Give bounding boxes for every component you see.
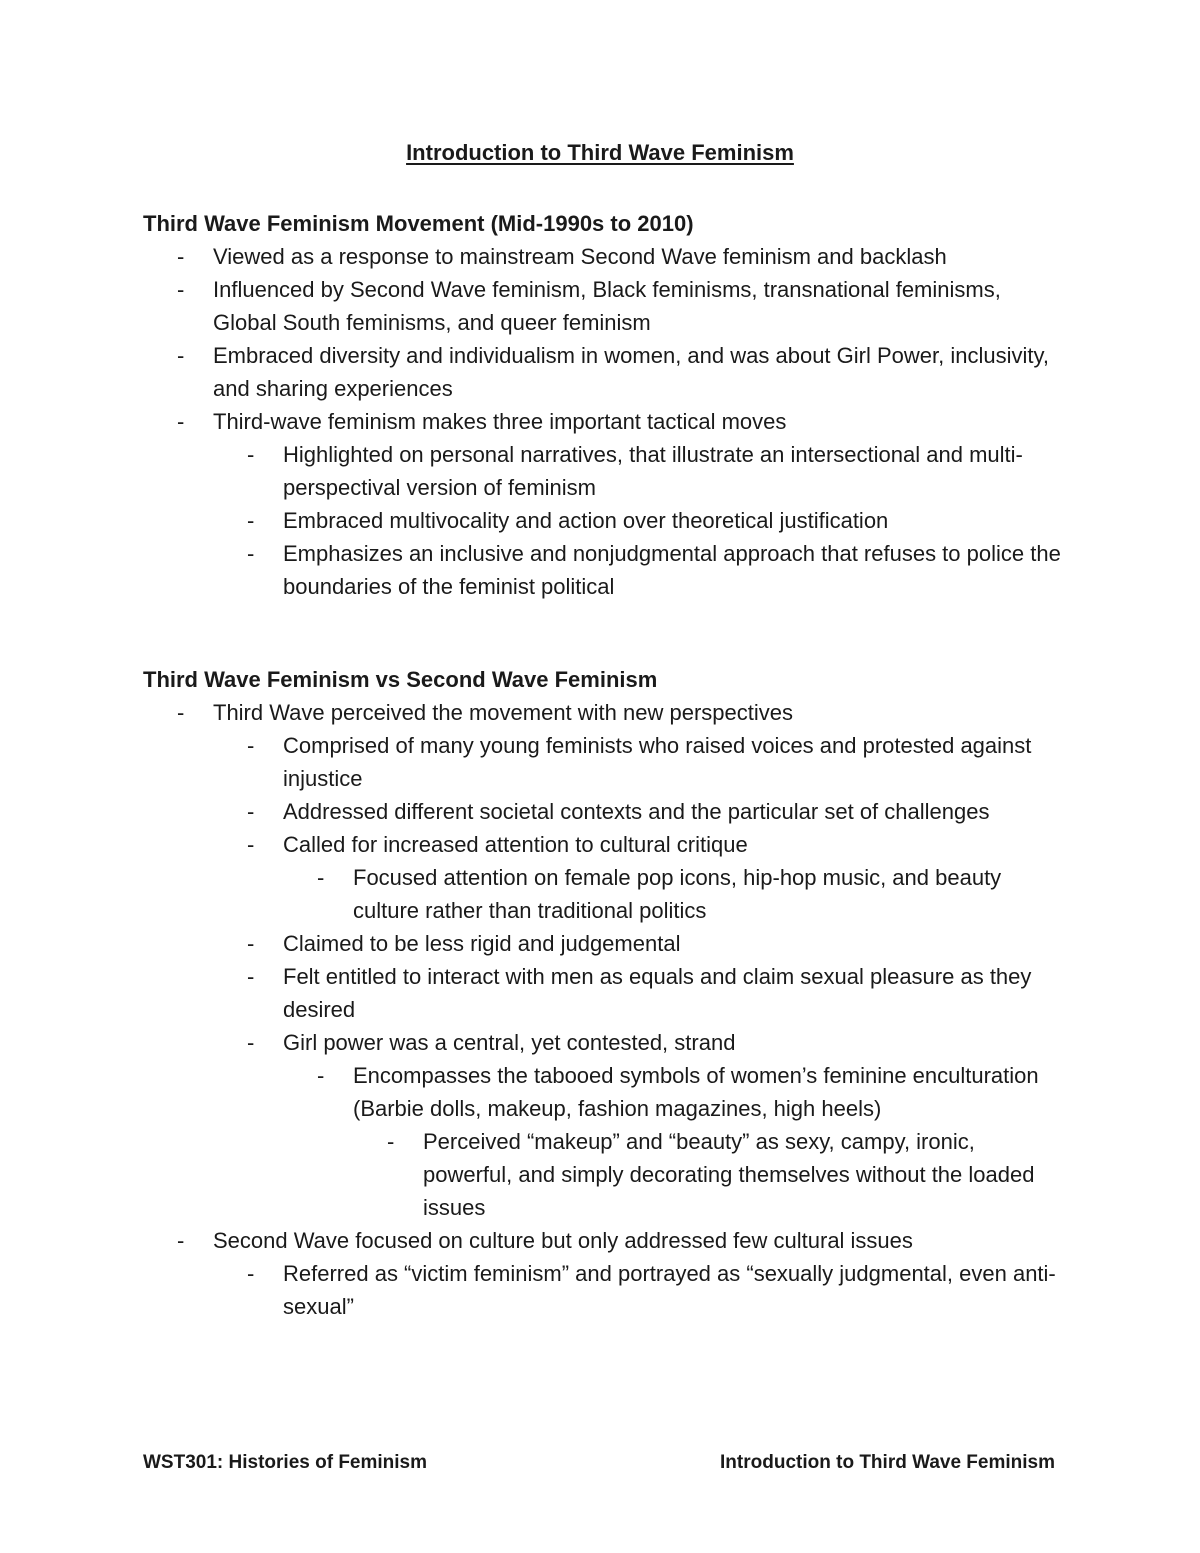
footer-doc-title: Introduction to Third Wave Feminism — [720, 1452, 1055, 1473]
list-item: - Emphasizes an inclusive and nonjudgmental approach that refuses to police the boundaries of the feminist political — [213, 537, 1063, 603]
list-item: - Third-wave feminism makes three important tactical moves - Highlighted on personal narratives, that illustrate an intersectional and multi-perspectival version of feminism - Embraced multivocality and action over theoretical justification - Emphasizes an inclusive and nonjudgmental approach that refuses to police the boundaries of the feminist political — [143, 405, 1063, 603]
list-item: - Referred as “victim feminism” and portrayed as “sexually judgmental, even anti-sexual” — [213, 1257, 1063, 1323]
list-item: - Second Wave focused on culture but only addressed few cultural issues - Referred as “victim feminism” and portrayed as “sexually judgmental, even anti-sexual” — [143, 1224, 1063, 1323]
sub-bullet-list — [213, 438, 1063, 603]
page-title: Introduction to Third Wave Feminism — [406, 140, 794, 165]
list-item: - Embraced diversity and individualism in women, and was about Girl Power, inclusivity, and sharing experiences — [143, 339, 1063, 405]
page-footer — [143, 1452, 1055, 1474]
list-item: - Perceived “makeup” and “beauty” as sexy, campy, ironic, powerful, and simply decorating themselves without the loaded issues — [353, 1125, 1063, 1224]
sub-bullet-list — [353, 1125, 1063, 1224]
section-heading: Third Wave Feminism Movement (Mid-1990s to 2010) — [143, 211, 694, 236]
list-item: - Encompasses the tabooed symbols of women’s feminine enculturation (Barbie dolls, makeup, fashion magazines, high heels) - Perceived “makeup” and “beauty” as sexy, campy, ironic, powerful, and simply decorating themselves without the loaded issues — [283, 1059, 1063, 1224]
section-third-vs-second-wave — [143, 663, 1063, 1323]
list-item: - Comprised of many young feminists who raised voices and protested against injustice — [213, 729, 1063, 795]
list-item: - Viewed as a response to mainstream Second Wave feminism and backlash — [143, 240, 1063, 273]
list-item: - Influenced by Second Wave feminism, Black feminisms, transnational feminisms, Global South feminisms, and queer feminism — [143, 273, 1063, 339]
list-item: - Addressed different societal contexts and the particular set of challenges — [213, 795, 1063, 828]
list-item: - Highlighted on personal narratives, that illustrate an intersectional and multi-perspectival version of feminism — [213, 438, 1063, 504]
sub-bullet-list — [213, 1257, 1063, 1323]
section-heading: Third Wave Feminism vs Second Wave Feminism — [143, 667, 658, 692]
list-item: - Called for increased attention to cultural critique - Focused attention on female pop icons, hip-hop music, and beauty culture rather than traditional politics — [213, 828, 1063, 927]
list-item: - Felt entitled to interact with men as equals and claim sexual pleasure as they desired — [213, 960, 1063, 1026]
footer-course: WST301: Histories of Feminism — [143, 1452, 428, 1473]
list-item: - Claimed to be less rigid and judgemental — [213, 927, 1063, 960]
list-item: - Third Wave perceived the movement with new perspectives - Comprised of many young feminists who raised voices and protested against injustice - Addressed different societal contexts and the particular set of challenges - Called for increased attention to cultural critique - Focused attention on female pop icons, hip-hop music, and beauty culture rather than traditional politics - Claimed to be less rigid and judgemental - Felt entitled to interact with men as equals and claim sexual pleasure as they desired - Girl power was a central, yet contested, strand - Encompasses the tabooed symbols of women’s feminine enculturation (Barbie dolls, makeup, fashion magazines, high heels) - Perceived “makeup” and “beauty” as sexy, campy, ironic, powerful, and simply decorating themselves without the loaded issues — [143, 696, 1063, 1224]
sub-bullet-list — [283, 1059, 1063, 1224]
bullet-list — [143, 696, 1063, 1323]
list-item: - Embraced multivocality and action over theoretical justification — [213, 504, 1063, 537]
sub-bullet-list — [213, 729, 1063, 1224]
bullet-list — [143, 240, 1063, 603]
section-third-wave-movement — [143, 207, 1063, 603]
list-item: - Focused attention on female pop icons, hip-hop music, and beauty culture rather than traditional politics — [283, 861, 1063, 927]
list-item: - Girl power was a central, yet contested, strand - Encompasses the tabooed symbols of women’s feminine enculturation (Barbie dolls, makeup, fashion magazines, high heels) - Perceived “makeup” and “beauty” as sexy, campy, ironic, powerful, and simply decorating themselves without the loaded issues — [213, 1026, 1063, 1224]
sub-bullet-list — [283, 861, 1063, 927]
